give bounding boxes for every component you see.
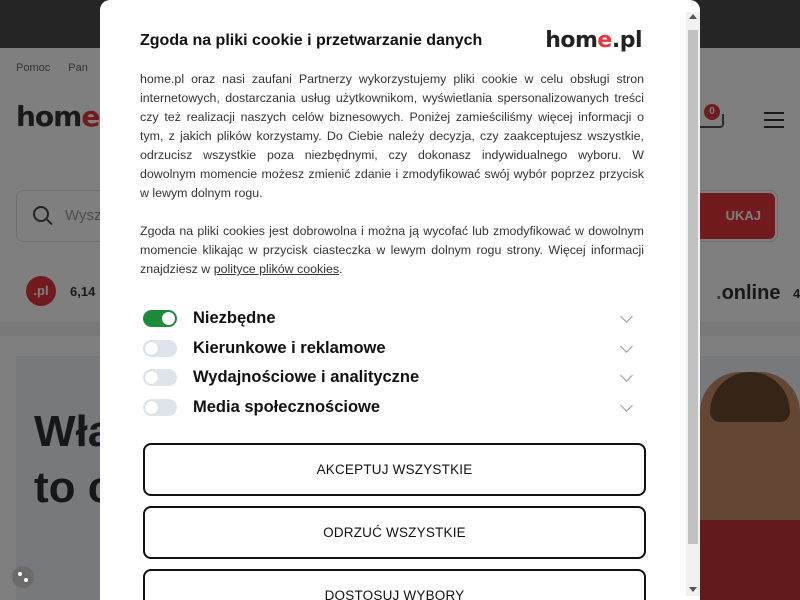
cookie-consent-modal bbox=[100, 0, 700, 600]
reject-all-button[interactable]: ODRZUĆ WSZYSTKIE bbox=[143, 506, 646, 559]
modal-logo-text: hom bbox=[545, 28, 598, 53]
cookie-policy-link[interactable]: polityce plików cookies bbox=[213, 262, 340, 276]
chevron-down-icon[interactable] bbox=[620, 369, 633, 382]
modal-scrollbar[interactable] bbox=[686, 12, 700, 596]
category-label: Kierunkowe i reklamowe bbox=[193, 338, 386, 357]
category-label: Wydajnościowe i analityczne bbox=[193, 368, 420, 387]
category-necessary bbox=[143, 304, 643, 334]
category-label: Niezbędne bbox=[193, 309, 276, 328]
toggle-necessary[interactable] bbox=[143, 310, 177, 327]
withdraw-text-end: . bbox=[339, 262, 343, 276]
modal-logo bbox=[545, 28, 642, 53]
modal-title: Zgoda na pliki cookie i przetwarzanie danych bbox=[140, 32, 483, 49]
withdraw-text: Zgoda na pliki cookies jest dobrowolna i można ją wycofać lub zmodyfikować w dowolnym momencie klikając w przycisk ciasteczka w lewym dolnym rogu strony. Więcej informacji znajdziesz w bbox=[140, 224, 644, 276]
chevron-down-icon[interactable] bbox=[620, 310, 633, 323]
scroll-up-icon[interactable] bbox=[689, 14, 697, 19]
category-social-media bbox=[143, 393, 643, 423]
consent-description: home.pl oraz nasi zaufani Partnerzy wykorzystujemy pliki cookie w celu obsługi stron internetowych, dostarczania usług użytkownikom, wyświetlania spersonalizowanych treści czy też realizacji naszych celów biznesowych. Poniżej zamieściliśmy więcej informacji o tym, z jakich plików korzystamy. Do Ciebie należy decyzja, czy zaakceptujesz wszystkie, odrzucisz wszystkie poza niezbędnymi, czy dokonasz indywidualnego wyboru. W dowolnym momencie możesz zmienić zdanie i zmodyfikować swój wybór poprzez przycisk w lewym dolnym rogu. bbox=[140, 72, 644, 200]
cookie-icon[interactable] bbox=[12, 566, 34, 588]
consent-withdraw-info bbox=[140, 222, 644, 279]
customize-button[interactable]: DOSTOSUJ WYBORY bbox=[143, 569, 646, 600]
toggle-advertising[interactable] bbox=[143, 340, 177, 357]
category-analytics bbox=[143, 363, 643, 393]
modal-logo-accent: e bbox=[597, 28, 612, 53]
cookie-category-list bbox=[143, 304, 643, 422]
accept-all-button[interactable]: AKCEPTUJ WSZYSTKIE bbox=[143, 443, 646, 496]
toggle-social-media[interactable] bbox=[143, 399, 177, 416]
modal-logo-text-end: .pl bbox=[611, 28, 642, 53]
scrollbar-thumb[interactable] bbox=[688, 30, 698, 544]
category-advertising bbox=[143, 334, 643, 364]
category-label: Media społecznościowe bbox=[193, 397, 381, 416]
chevron-down-icon[interactable] bbox=[620, 340, 633, 353]
chevron-down-icon[interactable] bbox=[620, 399, 633, 412]
toggle-analytics[interactable] bbox=[143, 369, 177, 386]
scroll-down-icon[interactable] bbox=[689, 587, 697, 592]
